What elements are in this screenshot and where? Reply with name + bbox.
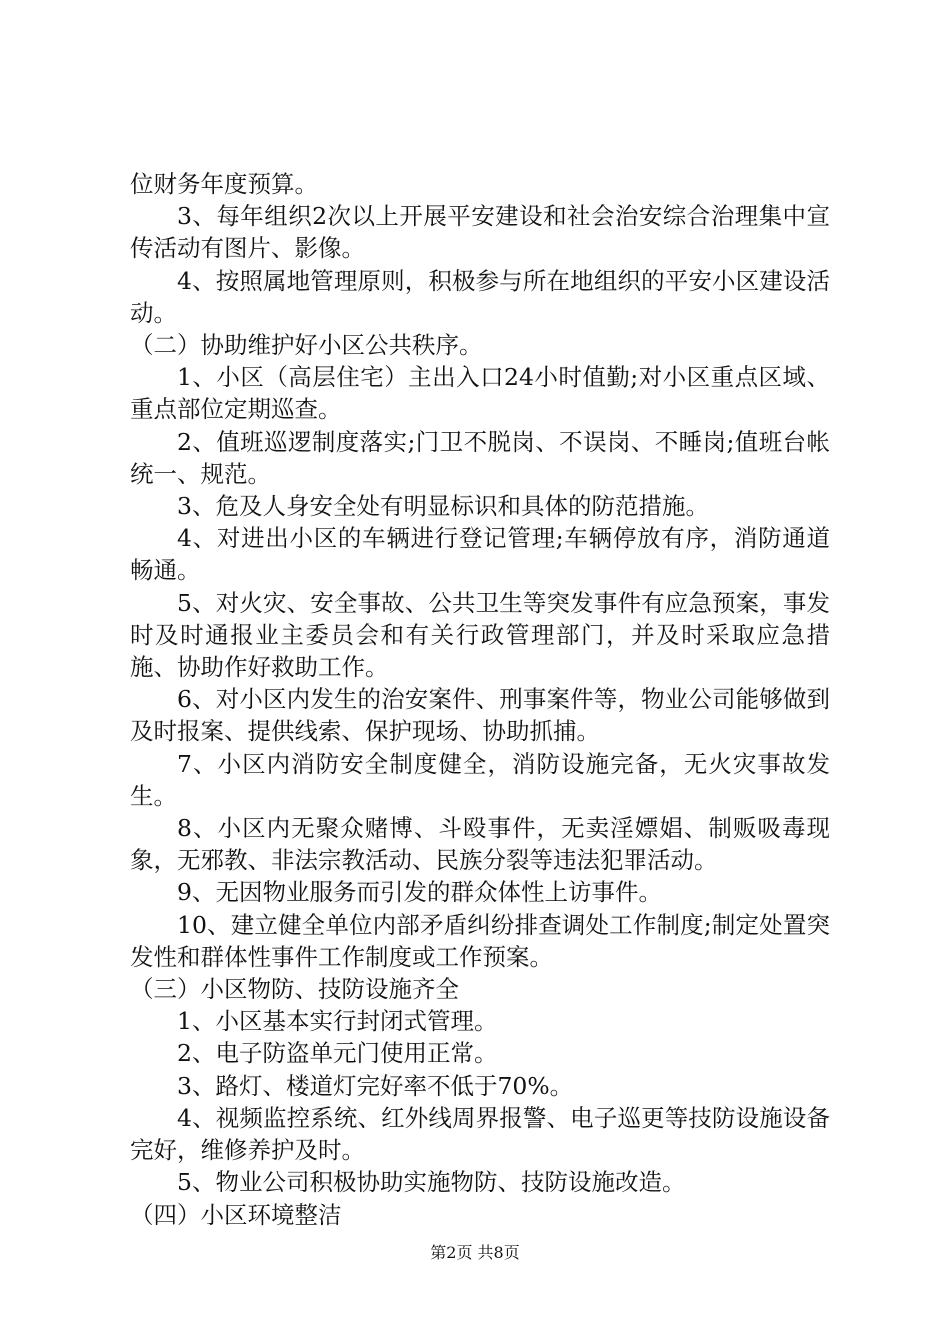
list-item: 4、按照属地管理原则，积极参与所在地组织的平安小区建设活动。 xyxy=(130,266,830,327)
list-item: 10、建立健全单位内部矛盾纠纷排查调处工作制度;制定处置突发性和群体性事件工作制度或工作预案。 xyxy=(130,910,830,971)
document-body xyxy=(130,168,830,1231)
list-item: 3、每年组织2次以上开展平安建设和社会治安综合治理集中宣传活动有图片、影像。 xyxy=(130,202,830,263)
section-heading: （二）协助维护好小区公共秩序。 xyxy=(130,331,483,360)
paragraph-continuation: 位财务年度预算。 xyxy=(130,170,318,198)
list-item: 3、路灯、楼道灯完好率不低于70%。 xyxy=(177,1071,574,1100)
section-heading: （三）小区物防、技防设施齐全 xyxy=(130,975,459,1004)
list-item: 6、对小区内发生的治安案件、刑事案件等，物业公司能够做到及时报案、提供线索、保护现场、协助抓捕。 xyxy=(130,685,830,746)
list-item: 1、小区（高层住宅）主出入口24小时值勤;对小区重点区域、重点部位定期巡查。 xyxy=(130,363,830,424)
list-item: 4、对进出小区的车辆进行登记管理;车辆停放有序，消防通道畅通。 xyxy=(130,524,830,585)
list-item: 1、小区基本实行封闭式管理。 xyxy=(177,1007,498,1036)
page-footer xyxy=(0,1243,950,1263)
list-item: 5、对火灾、安全事故、公共卫生等突发事件有应急预案，事发时及时通报业主委员会和有关行政管理部门，并及时采取应急措施、协助作好救助工作。 xyxy=(130,588,830,682)
list-item: 5、物业公司积极协助实施物防、技防设施改造。 xyxy=(177,1168,686,1197)
list-item: 2、电子防盗单元门使用正常。 xyxy=(177,1039,498,1068)
list-item: 2、值班巡逻制度落实;门卫不脱岗、不误岗、不睡岗;值班台帐统一、规范。 xyxy=(130,427,830,488)
list-item: 7、小区内消防安全制度健全，消防设施完备，无火灾事故发生。 xyxy=(130,749,830,810)
list-item: 9、无因物业服务而引发的群众体性上访事件。 xyxy=(177,878,662,907)
list-item: 3、危及人身安全处有明显标识和具体的防范措施。 xyxy=(177,492,709,521)
page-number: 第2页 共8页 xyxy=(430,1243,520,1262)
list-item: 8、小区内无聚众赌博、斗殴事件，无卖淫嫖娼、制贩吸毒现象，无邪教、非法宗教活动、民族分裂等违法犯罪活动。 xyxy=(130,814,830,875)
list-item: 4、视频监控系统、红外线周界报警、电子巡更等技防设施设备完好，维修养护及时。 xyxy=(130,1103,830,1165)
section-heading: （四）小区环境整洁 xyxy=(130,1200,342,1229)
